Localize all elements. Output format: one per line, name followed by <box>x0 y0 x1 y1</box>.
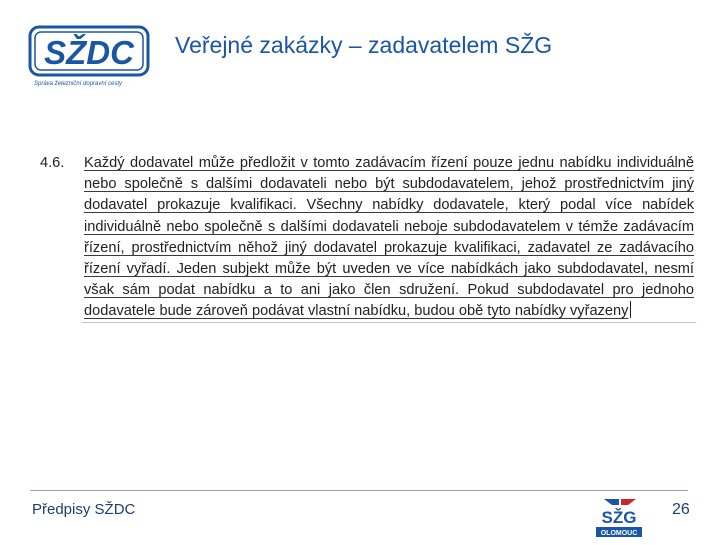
section-paragraph <box>84 153 694 323</box>
footer-divider <box>30 490 688 491</box>
szg-logo-mark <box>590 496 648 540</box>
szdc-logo <box>28 24 154 92</box>
text-cursor <box>630 301 631 318</box>
section-number: 4.6. <box>40 155 65 171</box>
document-rule <box>82 322 696 323</box>
szdc-logo-text: SŽDC <box>44 34 134 71</box>
szg-logo-text: SŽG <box>601 508 637 527</box>
page-number: 26 <box>672 501 690 518</box>
paragraph-text: Každý dodavatel může předložit v tomto zadávacím řízení pouze jednu nabídku individuálně nebo společně s dalšími dodavateli nebo být subdodavatelem, jehož prostřednictvím jiný dodavatel prokazuje kvalifikaci. Všechny nabídky dodavatele, který podal více nabídek individuálně nebo společně s dalšími dodavateli neboje subdodavatelem v témže zadávacím řízení, prostřednictvím něhož jiný dodavatel prokazuje kvalifikaci, zadavatel ze zadávacího řízení vyřadí. Jeden subjekt může být uveden ve více nabídkách jako subdodavatel, nesmí však sám podat nabídku a to ani jako člen sdružení. Pokud subdodavatel pro jednoho dodavatele bude zároveň podávat vlastní nabídku, budou obě tyto nabídky vyřazeny <box>84 155 694 320</box>
szg-logo <box>590 496 648 540</box>
szdc-logo-subtitle: Správa železniční dopravní cesty <box>34 81 123 87</box>
szg-logo-subtitle: OLOMOUC <box>600 530 638 537</box>
szdc-logo-mark <box>28 24 154 80</box>
slide-title: Veřejné zakázky – zadavatelem SŽG <box>175 32 553 58</box>
footer-label: Předpisy SŽDC <box>32 501 136 518</box>
